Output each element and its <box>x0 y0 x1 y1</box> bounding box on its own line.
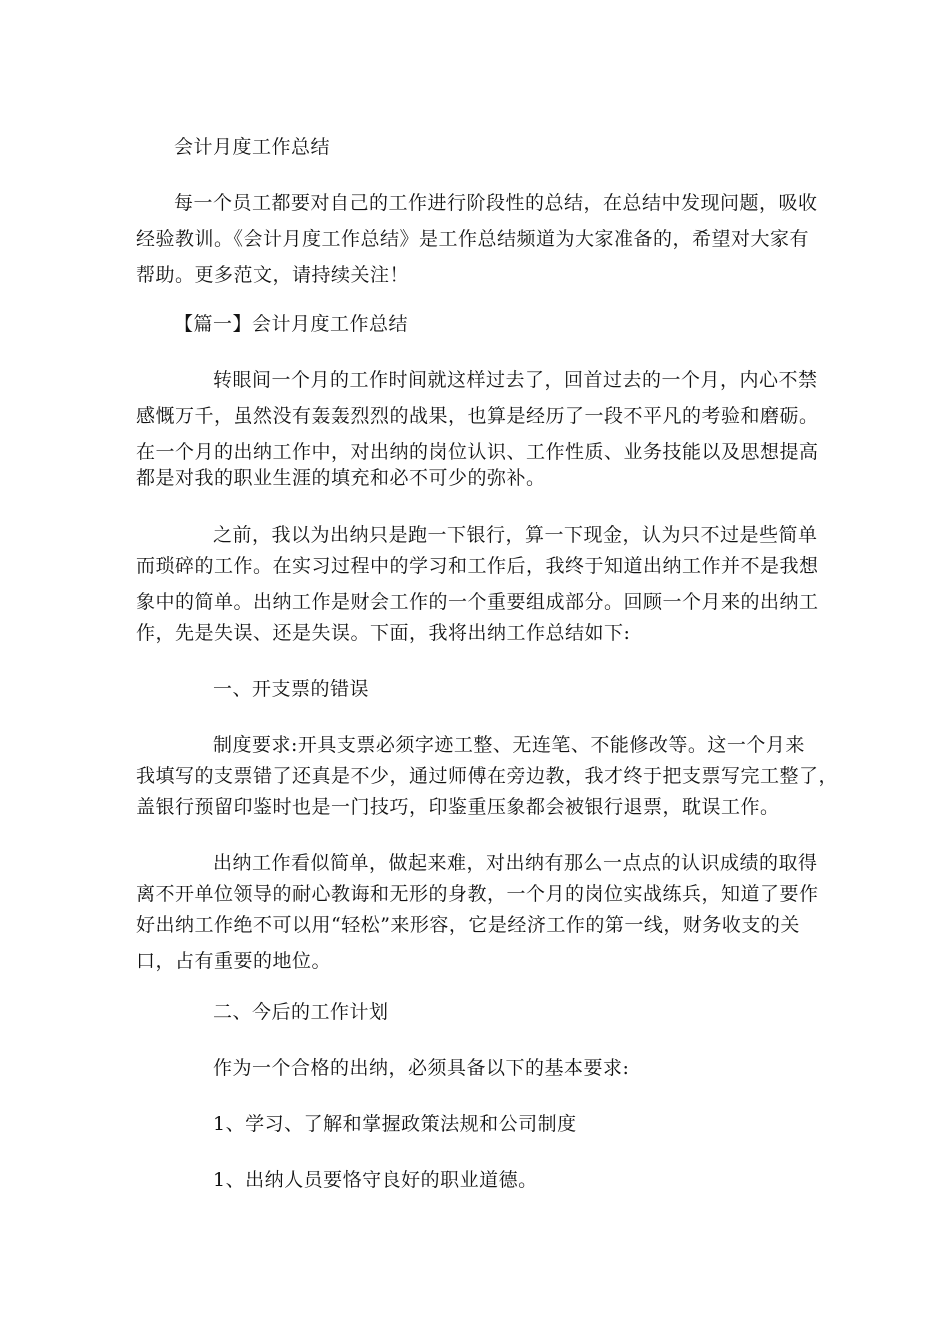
section-heading-1: 一、开支票的错误 <box>213 678 370 700</box>
chapter-heading: 【篇一】会计月度工作总结 <box>174 313 409 335</box>
list-item: 1、出纳人员要恪守良好的职业道德。 <box>213 1169 538 1191</box>
paragraph-line: 口，占有重要的地位。 <box>136 950 332 972</box>
paragraph-line: 之前，我以为出纳只是跑一下银行，算一下现金，认为只不过是些简单 <box>213 524 818 546</box>
paragraph-line: 我填写的支票错了还真是不少，通过师傅在旁边教，我才终于把支票写完工整了， <box>136 765 839 787</box>
paragraph-line: 盖银行预留印鉴时也是一门技巧，印鉴重压象都会被银行退票，耽误工作。 <box>136 796 780 818</box>
list-item: 1、学习、了解和掌握政策法规和公司制度 <box>213 1113 577 1135</box>
paragraph-line: 作，先是失误、还是失误。下面，我将出纳工作总结如下: <box>136 622 631 644</box>
intro-line: 帮助。更多范文，请持续关注！ <box>136 264 410 286</box>
paragraph-line: 都是对我的职业生涯的填充和必不可少的弥补。 <box>136 467 546 489</box>
paragraph-line: 转眼间一个月的工作时间就这样过去了，回首过去的一个月，内心不禁 <box>213 369 818 391</box>
section-heading-2: 二、今后的工作计划 <box>213 1001 389 1023</box>
paragraph-line: 离不开单位领导的耐心教诲和无形的身教，一个月的岗位实战练兵，知道了要作 <box>136 883 819 905</box>
paragraph-line: 在一个月的出纳工作中，对出纳的岗位认识、工作性质、业务技能以及思想提高 <box>136 441 819 463</box>
paragraph-line: 制度要求:开具支票必须字迹工整、无连笔、不能修改等。这一个月来 <box>213 734 805 756</box>
paragraph-line: 而琐碎的工作。在实习过程中的学习和工作后，我终于知道出纳工作并不是我想 <box>136 555 819 577</box>
intro-line: 经验教训。《会计月度工作总结》是工作总结频道为大家准备的，希望对大家有 <box>136 228 810 250</box>
paragraph-line: 出纳工作看似简单，做起来难，对出纳有那么一点点的认识成绩的取得 <box>213 852 818 874</box>
body-paragraph-5: 作为一个合格的出纳，必须具备以下的基本要求: <box>213 1057 630 1079</box>
intro-line: 每一个员工都要对自己的工作进行阶段性的总结，在总结中发现问题，吸收 <box>174 192 818 214</box>
paragraph-line: 象中的简单。出纳工作是财会工作的一个重要组成部分。回顾一个月来的出纳工 <box>136 591 819 613</box>
paragraph-line: 感慨万千，虽然没有轰轰烈烈的战果，也算是经历了一段不平凡的考验和磨砺。 <box>136 405 819 427</box>
document-title: 会计月度工作总结 <box>174 136 331 158</box>
paragraph-line: 好出纳工作绝不可以用“轻松”来形容，它是经济工作的第一线，财务收支的关 <box>136 914 800 936</box>
